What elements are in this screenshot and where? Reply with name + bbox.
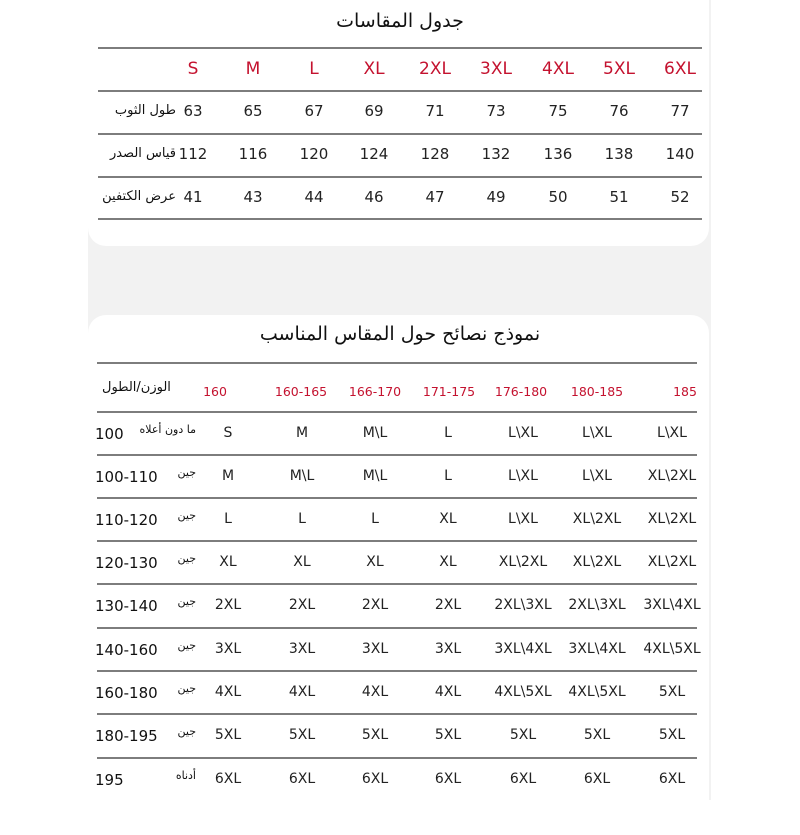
recommendation-rule — [97, 670, 697, 672]
recommended-size: 4XL\5XL — [643, 641, 701, 657]
measurement-value: 46 — [364, 188, 384, 206]
size-header: 6XL — [664, 59, 696, 79]
recommendation-title: نموذج نصائح حول المقاس المناسب — [259, 323, 541, 345]
measurement-value: 73 — [486, 102, 506, 120]
recommended-size: L\XL — [582, 468, 612, 484]
measurement-value: 43 — [243, 188, 263, 206]
measurement-value: 112 — [178, 145, 208, 163]
height-header: 160 — [203, 384, 227, 399]
measurement-value: 120 — [299, 145, 329, 163]
recommended-size: 3XL — [434, 641, 462, 657]
recommended-size: 4XL\5XL — [494, 684, 552, 700]
weight-range-label: 100 — [95, 425, 124, 443]
size-header: 2XL — [419, 59, 451, 79]
recommended-size: M\L — [289, 468, 315, 484]
height-header: 160-165 — [274, 384, 328, 399]
recommended-size: XL\2XL — [647, 468, 697, 484]
recommended-size: L — [371, 511, 379, 527]
size-chart-title: جدول المقاسات — [336, 10, 464, 32]
recommended-size: 6XL — [583, 771, 611, 787]
recommended-size: XL\2XL — [498, 554, 548, 570]
weight-unit-label: ما دون أعلاه — [139, 423, 196, 436]
recommended-size: XL\2XL — [647, 554, 697, 570]
measurement-value: 67 — [304, 102, 324, 120]
recommended-size: L — [444, 468, 452, 484]
measurement-value: 136 — [543, 145, 573, 163]
recommended-size: L — [298, 511, 306, 527]
recommended-size: 6XL — [361, 771, 389, 787]
measurement-value: 52 — [670, 188, 690, 206]
weight-height-corner-label: الوزن/الطول — [102, 380, 171, 395]
recommended-size: 3XL — [214, 641, 242, 657]
recommended-size: 2XL\3XL — [568, 597, 626, 613]
measurement-value: 76 — [609, 102, 629, 120]
measurement-label: قياس الصدر — [109, 146, 176, 161]
weight-range-label: 180-195 — [95, 727, 158, 745]
recommendation-rule — [97, 454, 697, 456]
recommendation-rule — [97, 362, 697, 364]
recommended-size: L\XL — [582, 425, 612, 441]
recommended-size: 4XL — [288, 684, 316, 700]
recommended-size: XL — [439, 511, 457, 527]
recommendation-rule — [97, 540, 697, 542]
weight-range-label: 160-180 — [95, 684, 158, 702]
measurement-value: 50 — [548, 188, 568, 206]
weight-unit-label: أدناه — [175, 769, 196, 782]
recommended-size: M\L — [362, 425, 388, 441]
recommended-size: 3XL — [288, 641, 316, 657]
recommended-size: L — [224, 511, 232, 527]
measurement-value: 140 — [665, 145, 695, 163]
measurement-value: 69 — [364, 102, 384, 120]
recommended-size: 3XL\4XL — [568, 641, 626, 657]
size-chart-card — [88, 0, 709, 246]
weight-unit-label: جين — [177, 682, 196, 695]
recommended-size: XL\2XL — [572, 511, 622, 527]
weight-unit-label: جين — [177, 595, 196, 608]
size-header: S — [187, 59, 199, 79]
recommended-size: 5XL — [658, 684, 686, 700]
recommended-size: 2XL — [361, 597, 389, 613]
measurement-value: 132 — [481, 145, 511, 163]
weight-range-label: 110-120 — [95, 511, 158, 529]
recommended-size: XL — [219, 554, 237, 570]
recommended-size: M\L — [362, 468, 388, 484]
measurement-value: 47 — [425, 188, 445, 206]
recommended-size: 6XL — [214, 771, 242, 787]
measurement-value: 49 — [486, 188, 506, 206]
recommended-size: M — [295, 425, 309, 441]
measurement-label: عرض الكتفين — [102, 189, 176, 204]
measurement-value: 65 — [243, 102, 263, 120]
size-header: 3XL — [480, 59, 512, 79]
recommended-size: 5XL — [288, 727, 316, 743]
recommendation-rule — [97, 627, 697, 629]
size-header: 4XL — [542, 59, 574, 79]
measurement-value: 51 — [609, 188, 629, 206]
weight-range-label: 120-130 — [95, 554, 158, 572]
size-header: XL — [363, 59, 385, 79]
measurement-value: 138 — [604, 145, 634, 163]
size-header: M — [245, 59, 261, 79]
height-header: 176-180 — [494, 384, 548, 399]
recommended-size: 3XL\4XL — [494, 641, 552, 657]
recommended-size: 5XL — [214, 727, 242, 743]
measurement-value: 128 — [420, 145, 450, 163]
recommended-size: L — [444, 425, 452, 441]
measurement-value: 63 — [183, 102, 203, 120]
recommendation-rule — [97, 497, 697, 499]
size-chart-rule — [98, 218, 702, 220]
recommended-size: 5XL — [583, 727, 611, 743]
height-header: 166-170 — [348, 384, 402, 399]
recommended-size: 5XL — [658, 727, 686, 743]
weight-unit-label: جين — [177, 639, 196, 652]
recommended-size: 5XL — [361, 727, 389, 743]
recommended-size: S — [223, 425, 233, 441]
size-chart-rule — [98, 176, 702, 178]
recommended-size: 6XL — [288, 771, 316, 787]
measurement-value: 116 — [238, 145, 268, 163]
size-header: 5XL — [603, 59, 635, 79]
recommended-size: 3XL — [361, 641, 389, 657]
recommended-size: XL — [439, 554, 457, 570]
recommendation-rule — [97, 583, 697, 585]
recommended-size: 4XL — [214, 684, 242, 700]
recommended-size: 4XL\5XL — [568, 684, 626, 700]
size-header: L — [309, 59, 319, 79]
recommended-size: XL — [293, 554, 311, 570]
recommendation-rule — [97, 713, 697, 715]
recommended-size: 5XL — [509, 727, 537, 743]
recommended-size: L\XL — [657, 425, 687, 441]
recommended-size: XL\2XL — [572, 554, 622, 570]
recommended-size: 3XL\4XL — [643, 597, 701, 613]
size-chart-rule — [98, 133, 702, 135]
weight-range-label: 100-110 — [95, 468, 158, 486]
size-chart-rule — [98, 90, 702, 92]
weight-unit-label: جين — [177, 552, 196, 565]
height-header: 171-175 — [422, 384, 476, 399]
weight-unit-label: جين — [177, 509, 196, 522]
recommended-size: 2XL — [214, 597, 242, 613]
recommended-size: 4XL — [361, 684, 389, 700]
recommended-size: XL — [366, 554, 384, 570]
recommendation-rule — [97, 757, 697, 759]
recommended-size: 2XL — [434, 597, 462, 613]
weight-range-label: 140-160 — [95, 641, 158, 659]
height-header: 180-185 — [570, 384, 624, 399]
weight-range-label: 130-140 — [95, 597, 158, 615]
measurement-value: 44 — [304, 188, 324, 206]
measurement-value: 75 — [548, 102, 568, 120]
recommended-size: 4XL — [434, 684, 462, 700]
recommended-size: 5XL — [434, 727, 462, 743]
measurement-value: 41 — [183, 188, 203, 206]
recommended-size: L\XL — [508, 468, 538, 484]
size-chart-rule — [98, 47, 702, 49]
measurement-value: 124 — [359, 145, 389, 163]
recommended-size: 6XL — [509, 771, 537, 787]
height-header: 185 — [673, 384, 697, 399]
recommended-size: XL\2XL — [647, 511, 697, 527]
recommendation-rule — [97, 411, 697, 413]
weight-unit-label: جين — [177, 466, 196, 479]
measurement-value: 77 — [670, 102, 690, 120]
recommended-size: 2XL — [288, 597, 316, 613]
recommended-size: M — [221, 468, 235, 484]
recommended-size: L\XL — [508, 511, 538, 527]
recommended-size: 6XL — [434, 771, 462, 787]
recommended-size: 6XL — [658, 771, 686, 787]
weight-range-label: 195 — [95, 771, 124, 789]
recommended-size: L\XL — [508, 425, 538, 441]
measurement-label: طول الثوب — [114, 103, 176, 118]
recommended-size: 2XL\3XL — [494, 597, 552, 613]
measurement-value: 71 — [425, 102, 445, 120]
weight-unit-label: جين — [177, 725, 196, 738]
